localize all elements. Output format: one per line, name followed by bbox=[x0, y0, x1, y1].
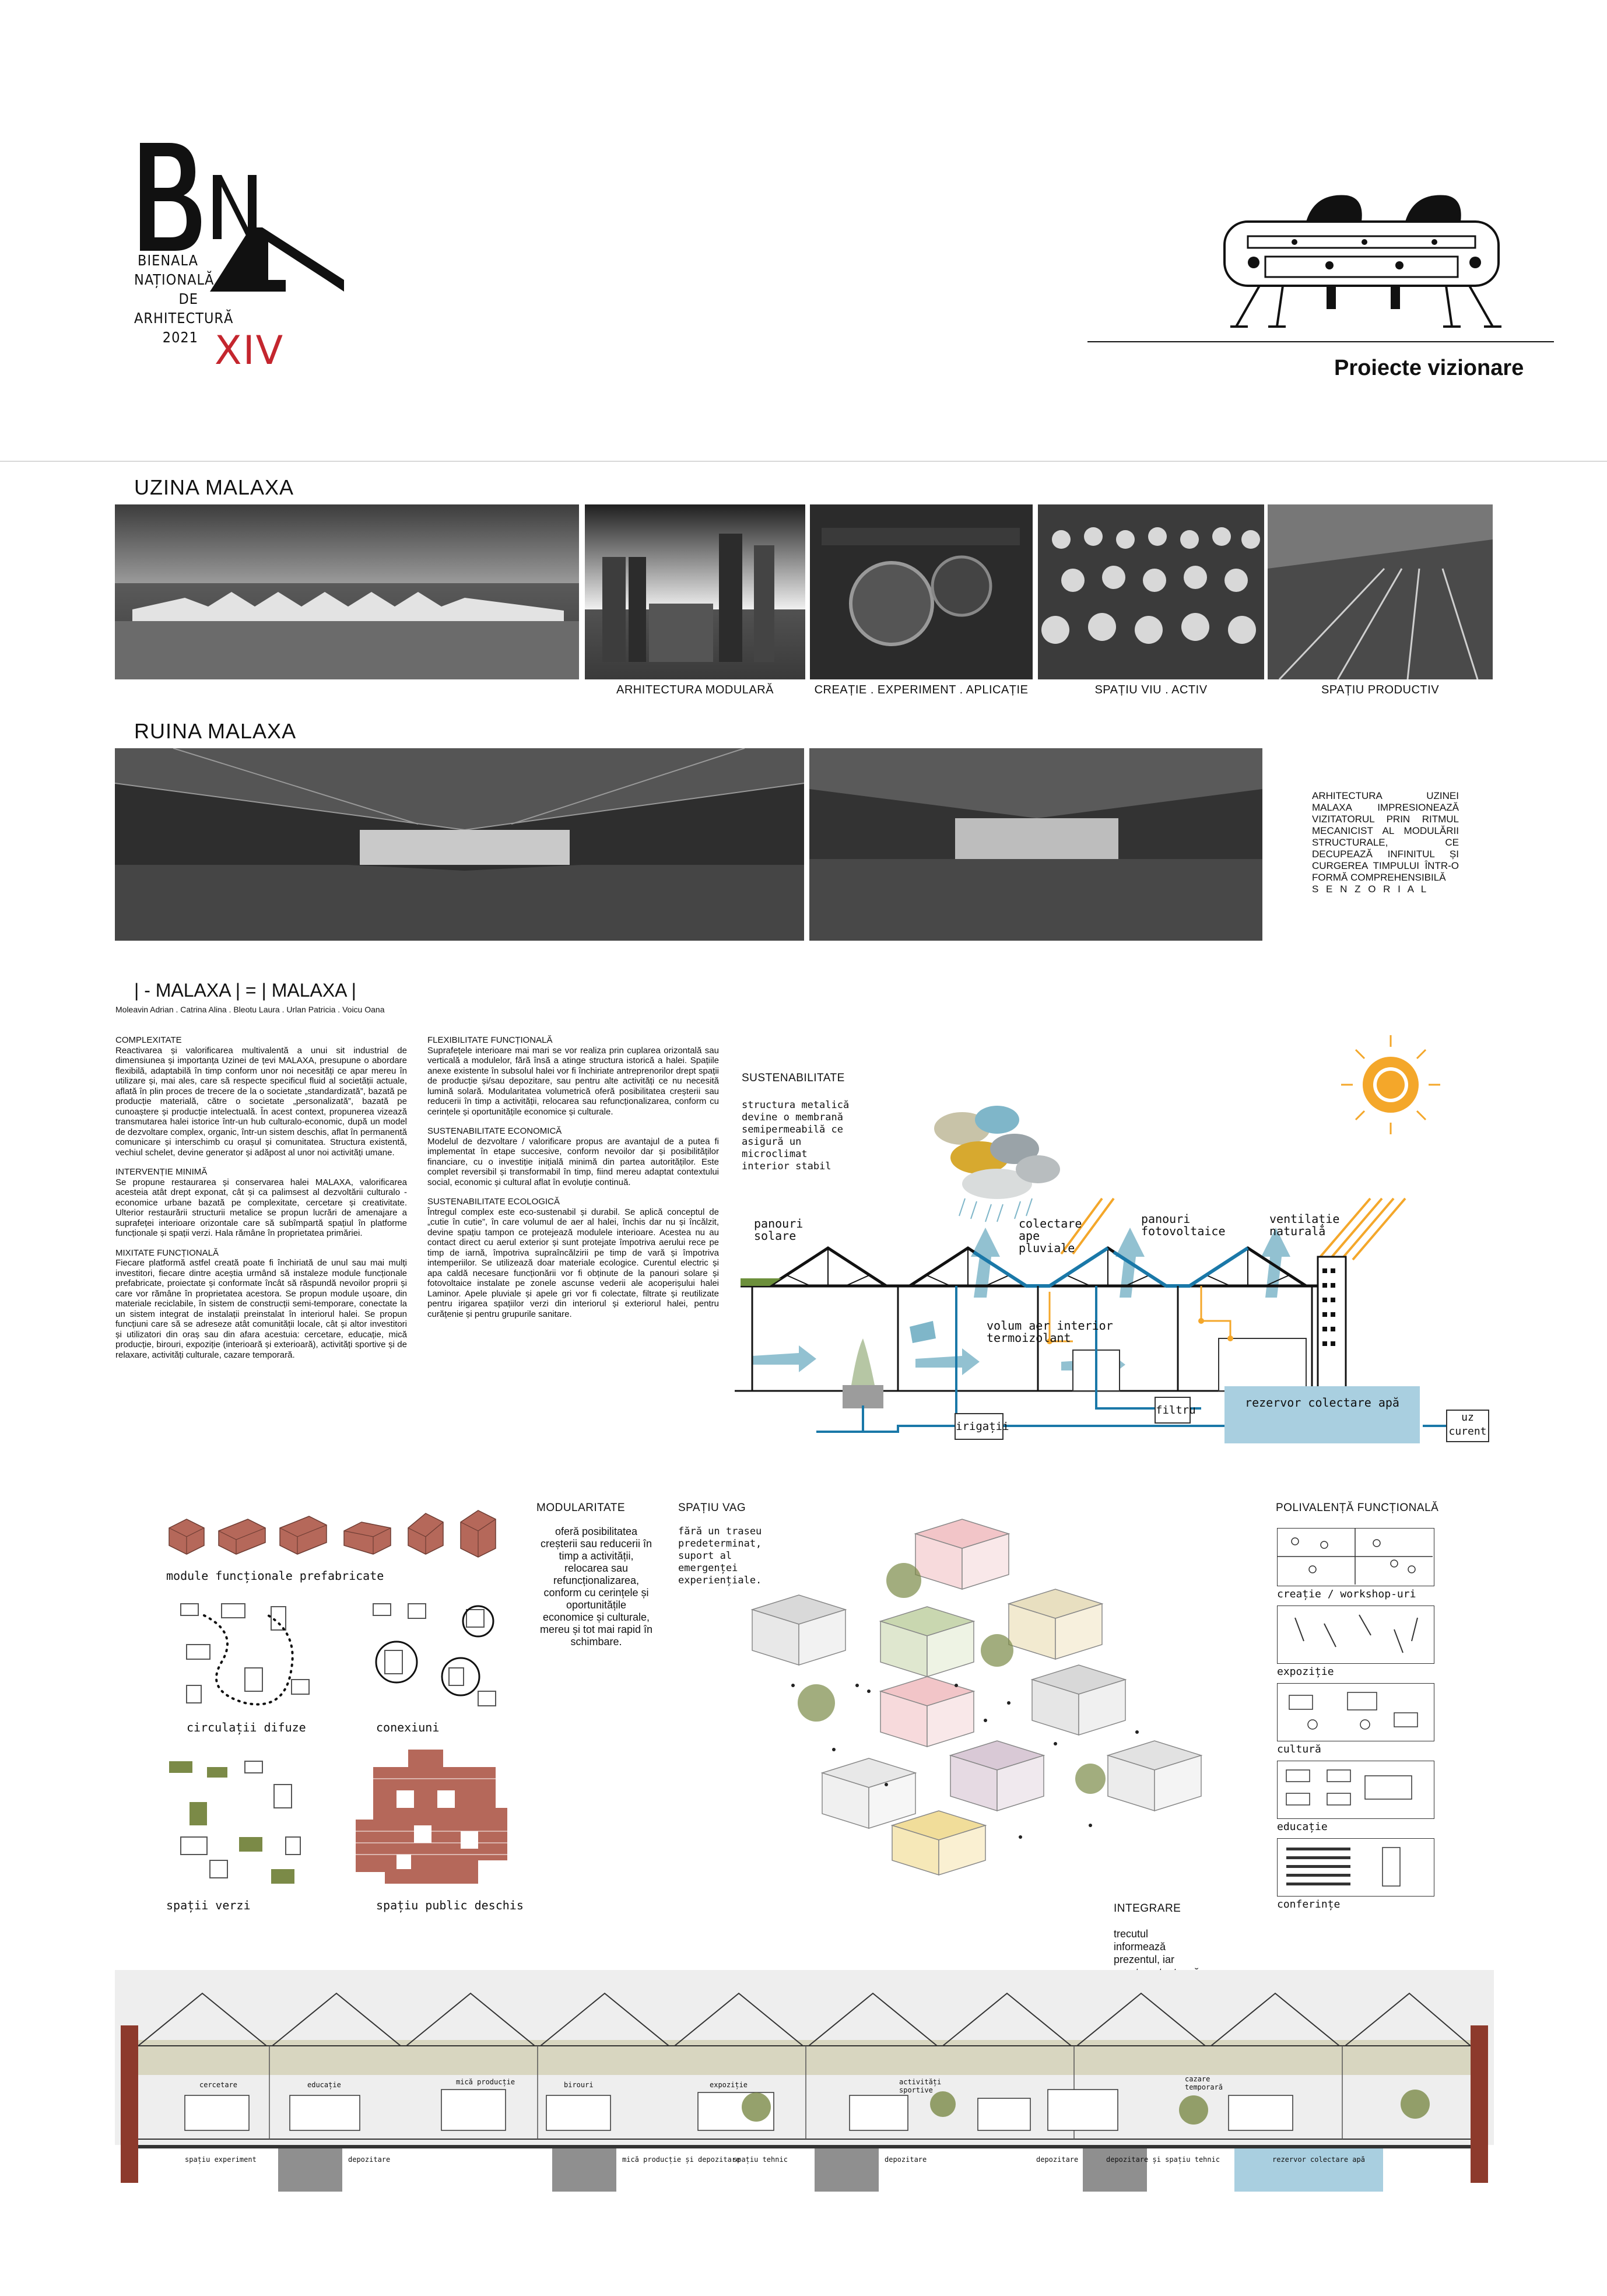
section-lower-label: depozitare bbox=[885, 2155, 927, 2164]
label-panouri-solare: panouri solare bbox=[754, 1217, 804, 1243]
pattern-cultura bbox=[1277, 1683, 1434, 1741]
section-label-expozitie: expoziție bbox=[710, 2081, 748, 2089]
logo-lines bbox=[134, 251, 234, 347]
photo-uzina-panorama bbox=[115, 504, 579, 679]
box-uz-curent bbox=[1446, 1410, 1489, 1442]
label-expozitie: expoziție bbox=[1277, 1666, 1334, 1678]
sustainability-diagram bbox=[735, 1023, 1493, 1452]
para-heading: FLEXIBILITATE FUNCȚIONALĂ bbox=[427, 1035, 553, 1045]
caption-creatie: CREAȚIE . EXPERIMENT . APLICAȚIE bbox=[814, 683, 1029, 696]
section-label-activitati: activități sportive bbox=[899, 2078, 942, 2094]
photo-uzina-machinery bbox=[810, 504, 1033, 679]
long-section-drawing bbox=[115, 1970, 1494, 2192]
label-circulatii: circulații difuze bbox=[187, 1720, 306, 1734]
logo-line: ARHITECTURĂ bbox=[134, 310, 234, 327]
section-title-uzina: UZINA MALAXA bbox=[134, 475, 294, 499]
modules-diagram bbox=[163, 1505, 501, 1569]
logo-line: BIENALA bbox=[138, 252, 198, 269]
photo-ruina-1 bbox=[115, 748, 804, 941]
box-rezervor-label: rezervor colectare apă bbox=[1245, 1396, 1399, 1410]
photo-uzina-production bbox=[1268, 504, 1493, 679]
logo-line: DE bbox=[178, 290, 198, 307]
clouds-icon bbox=[934, 1106, 1060, 1222]
para-heading: INTERVENȚIE MINIMĂ bbox=[115, 1167, 208, 1177]
pattern-educatie bbox=[1277, 1761, 1434, 1819]
caption-spatiu-productiv: SPAȚIU PRODUCTIV bbox=[1321, 683, 1440, 696]
diagram-conexiuni bbox=[362, 1598, 501, 1715]
sustenabilitate-title: SUSTENABILITATE bbox=[742, 1072, 845, 1084]
spatiu-vag-title: SPAȚIU VAG bbox=[678, 1502, 746, 1514]
machine-illustration bbox=[1213, 181, 1516, 344]
para-body: Fiecare platformă astfel creată poate fi închiriată de unul sau mai mulți investitori, fiecare dintre aceștia urmând să instaleze module funcționale prefabricate, proiectate și conformate încât să răspundă nevoilor proprii și care vor rămâne în proprietatea acestora. Se propun module ușoare, din materiale reciclabile, în sistem de construcții semi-temporare, conectate la un sistem integrat de instalații preinstalat în interiorul halei. Se propun funcțiuni care să se adreseze atât comunității locale, cât și altor investitori și utilizatori din oraș sau din afara acestuia: cercetare, educație, mică producție, birouri, expoziție (interioară și exterioară), activități sportive și de relaxare, activități culturale, cazare temporară. bbox=[115, 1258, 407, 1360]
modules-label: module funcționale prefabricate bbox=[166, 1569, 384, 1583]
pattern-creatie bbox=[1277, 1528, 1434, 1586]
logo-line: 2021 bbox=[162, 329, 198, 346]
para-heading: SUSTENABILITATE ECOLOGICĂ bbox=[427, 1197, 560, 1207]
integrare-desc: trecutul informează prezentul, iar bbox=[1114, 1928, 1175, 1965]
label-ventilatie: ventilație naturală bbox=[1269, 1212, 1340, 1238]
axonometric-spaces-illustration bbox=[682, 1510, 1236, 1884]
photo-ruina-2 bbox=[809, 748, 1262, 941]
section-lower-label: depozitare bbox=[348, 2155, 391, 2164]
para-body: Întregul complex este eco-sustenabil și durabil. Se aplică conceptul de „cutie în cutie”, în care volumul de aer al halei, închis dar nu și încălzit, devine spațiu tampon ce protejează modulele interioare. Acestea nu au contact direct cu aerul exterior și sunt protejate împotriva aerului rece pe timp de iarnă, împotriva supraîncălzirii pe timp de vară și împotriva intemperiilor. Se utilizează doar materiale ecologice. Curentul electric și apa caldă necesare funcționării vor fi obținute de la panouri solare și fotovoltaice instalate pe zonele ascunse vederii ale acoperișului halei Laminor. Apele pluviale și apele gri vor fi colectate, filtrate și reutilizate pentru irigarea spațiilor verzi din interiorul și exteriorul halei, pentru curățenie și pentru grupurile sanitare. bbox=[427, 1207, 719, 1319]
label-volum-aer: volum aer interior termoizolant bbox=[987, 1319, 1113, 1345]
para-body: Modelul de dezvoltare / valorificare propus are avantajul de a putea fi implementat în etape succesive, conform nevoilor dar și posibilităților financiare, cu o investiție inițială minimă din partea autorităților. Este complet reversibil și transformabil în timp, fiind mereu adaptat contextului social, economic și cultural aflat în evoluție continuă. bbox=[427, 1136, 719, 1187]
label-conferinte: conferințe bbox=[1277, 1898, 1341, 1911]
label-conexiuni: conexiuni bbox=[376, 1720, 440, 1734]
pattern-conferinte bbox=[1277, 1838, 1434, 1897]
caption-spatiu-viu: SPAȚIU VIU . ACTIV bbox=[1094, 683, 1208, 696]
bna-logo bbox=[134, 140, 350, 402]
section-label-mica-productie: mică producție bbox=[456, 2078, 515, 2086]
label-spatii-verzi: spații verzi bbox=[166, 1898, 251, 1912]
box-filtru bbox=[1155, 1397, 1196, 1424]
polivalenta-grid bbox=[1277, 1528, 1440, 1913]
project-title: | - MALAXA | = | MALAXA | bbox=[134, 980, 356, 1001]
section-label-cercetare: cercetare bbox=[199, 2081, 238, 2089]
page-divider bbox=[0, 461, 1607, 462]
modularitate-title: MODULARITATE bbox=[536, 1502, 626, 1514]
integrare-title: INTEGRARE bbox=[1114, 1902, 1181, 1915]
photo-uzina-towers bbox=[585, 504, 805, 679]
logo-line: NAȚIONALĂ bbox=[134, 271, 215, 288]
caption-arhitectura: ARHITECTURA MODULARĂ bbox=[616, 683, 774, 696]
label-cultura: cultură bbox=[1277, 1743, 1321, 1755]
polivalenta-title: POLIVALENȚĂ FUNCȚIONALĂ bbox=[1276, 1502, 1439, 1514]
label-educatie: educație bbox=[1277, 1821, 1328, 1833]
sustenabilitate-desc: structura metalică devine o membrană semipermeabilă ce asigură un microclimat interior stabil bbox=[742, 1099, 850, 1172]
section-label-birouri: birouri bbox=[564, 2081, 594, 2089]
section-lower-label: spațiu tehnic bbox=[733, 2155, 788, 2164]
diagram-spatiu-public bbox=[350, 1744, 513, 1890]
section-lower-label: rezervor colectare apă bbox=[1272, 2155, 1365, 2164]
box-irigatii bbox=[955, 1413, 1009, 1440]
text-column-2 bbox=[427, 1035, 719, 1328]
category-label: Proiecte vizionare bbox=[1334, 356, 1524, 380]
para-heading: SUSTENABILITATE ECONOMICĂ bbox=[427, 1126, 562, 1136]
sun-icon bbox=[1341, 1035, 1440, 1134]
label-fotovoltaice: panouri fotovoltaice bbox=[1141, 1212, 1226, 1238]
label-creatie: creație / workshop-uri bbox=[1277, 1588, 1416, 1600]
logo-edition: XIV bbox=[215, 328, 285, 374]
header-rule bbox=[1087, 341, 1554, 342]
para-body: Se propune restaurarea și conservarea halei MALAXA, valorificarea acesteia atât drept exponat, cât și ca palimsest al dezvoltării culturalo - economice urbane bazată pe complexitate, cercetare și creativitate. Ulterior restaurării structurii metalice se propun lucrări de amenajare a suprafeței interioare orizontale care să subîmpartă spațiul în platforme funcționale și spații verzi. Hala rămâne în proprietatea primăriei. bbox=[115, 1177, 407, 1238]
spatiu-vag-desc: fără un traseu predeterminat, suport al emergenței experiențiale. bbox=[678, 1526, 762, 1586]
section-lower-label: spațiu experiment bbox=[185, 2155, 257, 2164]
box-irigatii-label: irigații bbox=[956, 1420, 1009, 1433]
para-body: Suprafețele interioare mai mari se vor realiza prin cuplarea orizontală sau verticală a modulelor, fără însă a atinge structura istorică a halei. Spațiile anexe existente în subsolul halei vor fi închiriate antreprenorilor drept spații de producție și/sau depozitare, sau pentru alte activități ce nu necesită lumină solară. Modularitatea volumetrică oferă posibilitatea creșterii sau reducerii în timp a activității, relocarea sau refuncționalizarea, conform cu cerințele și oportunitățile economice și culturale. bbox=[427, 1045, 719, 1117]
label-colectare: colectare ape pluviale bbox=[1019, 1217, 1082, 1255]
box-filtru-label: filtru bbox=[1156, 1404, 1196, 1417]
section-lower-label: mică producție și depozitare bbox=[622, 2155, 741, 2164]
section-lower-label: depozitare și spațiu tehnic bbox=[1106, 2155, 1220, 2164]
modularitate-desc: oferă posibilitatea creșterii sau reducerii în timp a activității, relocarea sau refuncționalizarea, conform cu cerințele și oportunitățile economice și culturale, mereu și tot mai rapid în schimbare. bbox=[539, 1526, 653, 1647]
para-body: Reactivarea și valorificarea multivalentă a unui sit industrial de dimensiunea și importanța Uzinei de țevi MALAXA, presupune o abordare flexibilă, adaptabilă în timp conform unor noi necesități ce apar mereu în utilizare și, mai ales, care să respecte specificul fluid al societății actuale, aflată în plin proces de trecere de la o societate „standardizată”, bazată pe producție materială, către o societate „personalizată”, bazată pe cunoaștere și producție intelectuală. În acest context, propunerea vizează transmutarea halei istorice într-un hub culturalo-economic, după un model de dezvoltare complex, organic, într-un sistem deschis, aflat în permanentă comunicare și interschimb cu orașul și comunitatea. Structura existentă, vechiul schelet, devine generator și adăpost al unor noi activități umane. bbox=[115, 1045, 407, 1158]
photo-uzina-workers bbox=[1038, 504, 1264, 679]
box-uz-curent-label: uz curent bbox=[1448, 1411, 1487, 1438]
ruina-quote bbox=[1312, 790, 1459, 895]
section-lower-label: depozitare bbox=[1036, 2155, 1079, 2164]
box-rezervor bbox=[1224, 1386, 1420, 1443]
para-heading: MIXITATE FUNCȚIONALĂ bbox=[115, 1247, 219, 1258]
diagram-circulatii bbox=[169, 1598, 321, 1715]
ruina-quote-last: S E N Z O R I A L bbox=[1312, 884, 1429, 895]
section-label-cazare: cazare temporară bbox=[1185, 2075, 1223, 2091]
section-label-educatie: educație bbox=[307, 2081, 341, 2089]
para-heading: COMPLEXITATE bbox=[115, 1035, 182, 1045]
label-spatiu-public: spațiu public deschis bbox=[376, 1898, 524, 1912]
text-column-1 bbox=[115, 1035, 407, 1369]
diagram-spatii-verzi bbox=[163, 1750, 315, 1890]
ruina-quote-text: ARHITECTURA UZINEI MALAXA IMPRESIONEAZĂ VIZITATORUL PRIN RITMUL MECANICIST AL MODULĂRII STRUCTURALE, CE DECUPEAZĂ INFINITUL ȘI CURGEREA TIMPULUI ÎNTR-O FORMĂ COMPREHENSIBILĂ bbox=[1312, 790, 1459, 883]
project-authors: Moleavin Adrian . Catrina Alina . Bleotu Laura . Urlan Patricia . Voicu Oana bbox=[115, 1005, 385, 1014]
section-title-ruina: RUINA MALAXA bbox=[134, 719, 297, 743]
pattern-expozitie bbox=[1277, 1606, 1434, 1664]
